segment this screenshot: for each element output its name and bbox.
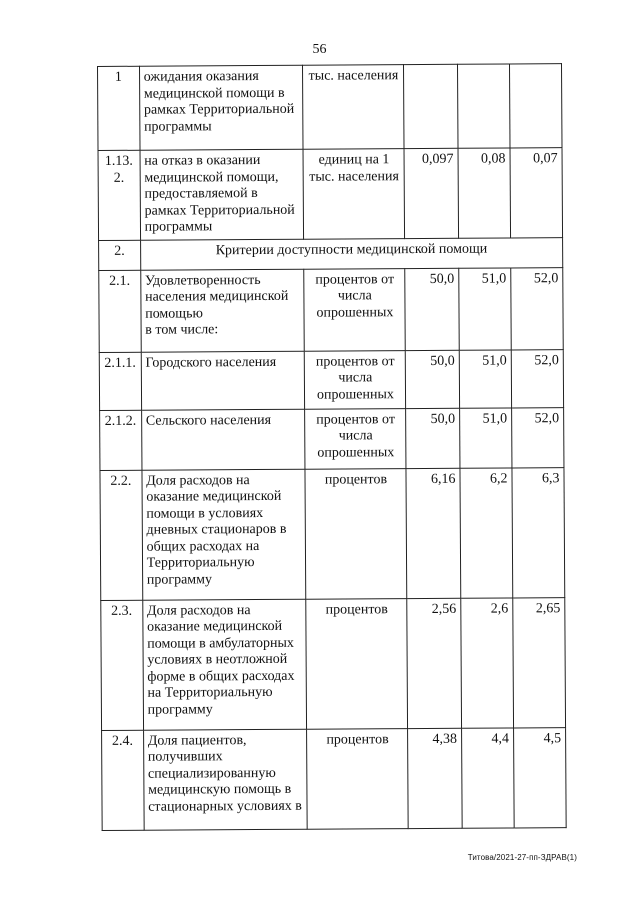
criterion-name: Городского населения <box>141 351 305 410</box>
row-number: 1.13. 2. <box>98 150 140 240</box>
value-year-3: 52,0 <box>512 407 564 467</box>
table-row <box>100 407 564 470</box>
row-number: 2.1.2. <box>100 410 142 470</box>
criterion-name: Сельского населения <box>141 409 305 470</box>
table-row <box>99 267 563 352</box>
table-row <box>98 148 563 240</box>
unit-of-measure: тыс. населения <box>303 65 404 150</box>
value-year-3: 52,0 <box>511 349 563 407</box>
value-year-1: 50,0 <box>406 350 460 408</box>
value-year-1: 4,38 <box>408 728 462 828</box>
section-header-row <box>99 237 563 270</box>
criteria-table <box>97 63 567 830</box>
document-footer-code: Титова/2021-27-пп-ЗДРАВ(1) <box>467 853 577 862</box>
value-year-3: 6,3 <box>512 467 565 597</box>
value-year-2: 51,0 <box>459 267 512 349</box>
row-number: 2.3. <box>101 600 143 730</box>
criterion-name: на отказ в оказании медицинской помощи, предоставляемой в рамках Территориальной программы <box>140 149 304 239</box>
value-year-1 <box>404 64 458 148</box>
unit-of-measure: процентов <box>305 468 407 599</box>
value-year-3: 0,07 <box>510 148 563 238</box>
value-year-3: 52,0 <box>511 267 564 349</box>
unit-of-measure: процентов <box>306 598 408 729</box>
value-year-1: 50,0 <box>406 408 460 468</box>
value-year-2: 2,6 <box>461 597 514 727</box>
table-row <box>102 727 567 830</box>
table-row <box>100 467 565 600</box>
table-row <box>101 597 566 730</box>
row-number: 2.4. <box>102 730 144 830</box>
criterion-name: Удовлетворенность населения медицинской помощью в том числе: <box>140 269 304 352</box>
section-title: Критерии доступности медицинской помощи <box>140 237 563 270</box>
value-year-3 <box>509 64 562 148</box>
criterion-name: Доля расходов на оказание медицинской помощи в условиях дневных стационаров в общих расходах на Территориальную программу <box>142 469 307 600</box>
page-number: 56 <box>312 42 327 57</box>
row-number: 2.2. <box>100 470 142 600</box>
value-year-3: 2,65 <box>513 597 566 727</box>
table-row <box>99 349 563 410</box>
row-number: 2.1. <box>99 270 141 352</box>
table-body <box>98 64 567 830</box>
value-year-1: 6,16 <box>406 468 460 598</box>
value-year-2 <box>457 64 510 148</box>
value-year-2: 51,0 <box>459 349 511 407</box>
criterion-name: Доля расходов на оказание медицинской помощи в амбулаторных условиях в неотложной форме в общих расходах на Территориальную программу <box>142 599 307 730</box>
value-year-2: 4,4 <box>461 727 514 827</box>
unit-of-measure: процентов от числа опрошенных <box>304 268 405 351</box>
criterion-name: Доля пациентов, получивших специализированную медицинскую помощь в стационарных условиях в <box>143 729 307 830</box>
value-year-3: 4,5 <box>513 727 566 827</box>
unit-of-measure: процентов от числа опрошенных <box>305 408 406 469</box>
unit-of-measure: процентов <box>307 728 409 829</box>
value-year-1: 50,0 <box>405 268 459 350</box>
row-number: 2.1.1. <box>99 352 141 410</box>
value-year-2: 0,08 <box>458 148 511 238</box>
unit-of-measure: процентов от числа опрошенных <box>305 350 406 409</box>
row-number: 1 <box>98 66 140 150</box>
table-row <box>98 64 563 151</box>
value-year-2: 6,2 <box>460 467 513 597</box>
value-year-1: 0,097 <box>404 148 458 238</box>
row-number: 2. <box>99 240 141 270</box>
value-year-1: 2,56 <box>407 598 461 728</box>
criterion-name: ожидания оказания медицинской помощи в рамках Территориальной программы <box>139 65 303 150</box>
unit-of-measure: единиц на 1 тыс. населения <box>303 149 404 239</box>
value-year-2: 51,0 <box>459 407 511 467</box>
